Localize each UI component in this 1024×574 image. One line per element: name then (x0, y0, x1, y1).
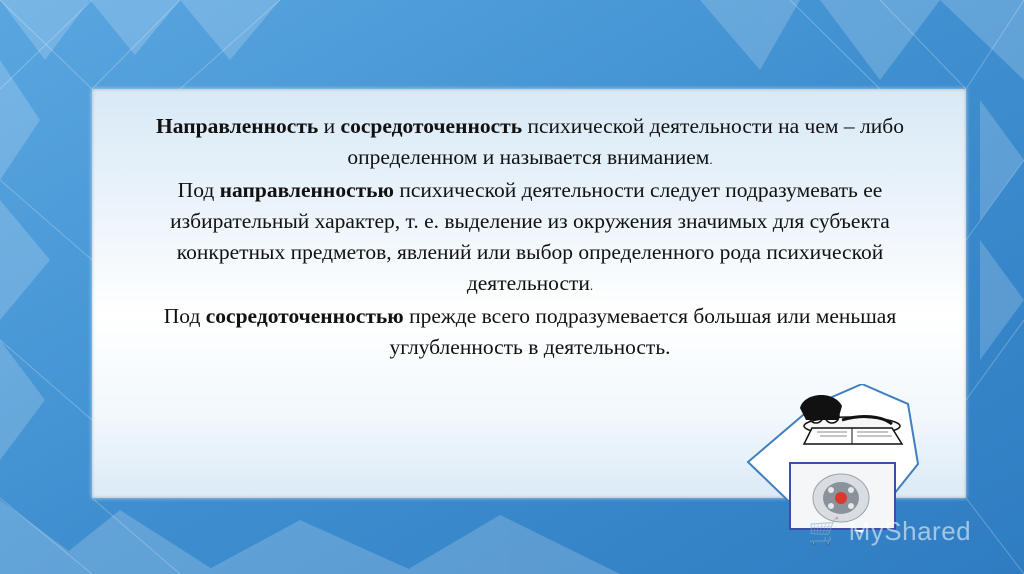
watermark-logo: 🛒 MyShared (808, 516, 972, 546)
slide-text (150, 111, 910, 363)
paragraph-attention-definition: Направленность и сосредоточенность психической деятельности на чем – либо определенном и называется вниманием. (156, 114, 904, 169)
cart-icon: 🛒 (808, 516, 841, 546)
paragraph-direction: Под направленностью психической деятельности следует подразумевать ее избирательный характер, т. е. выделение из окружения значимых для субъекта конкретных предметов, явлений или выбор определенного рода психической деятельности. (170, 178, 890, 295)
paragraph-concentration: Под сосредоточенностью прежде всего подразумевается большая или меньшая углубленность в деятельность. (163, 304, 897, 359)
